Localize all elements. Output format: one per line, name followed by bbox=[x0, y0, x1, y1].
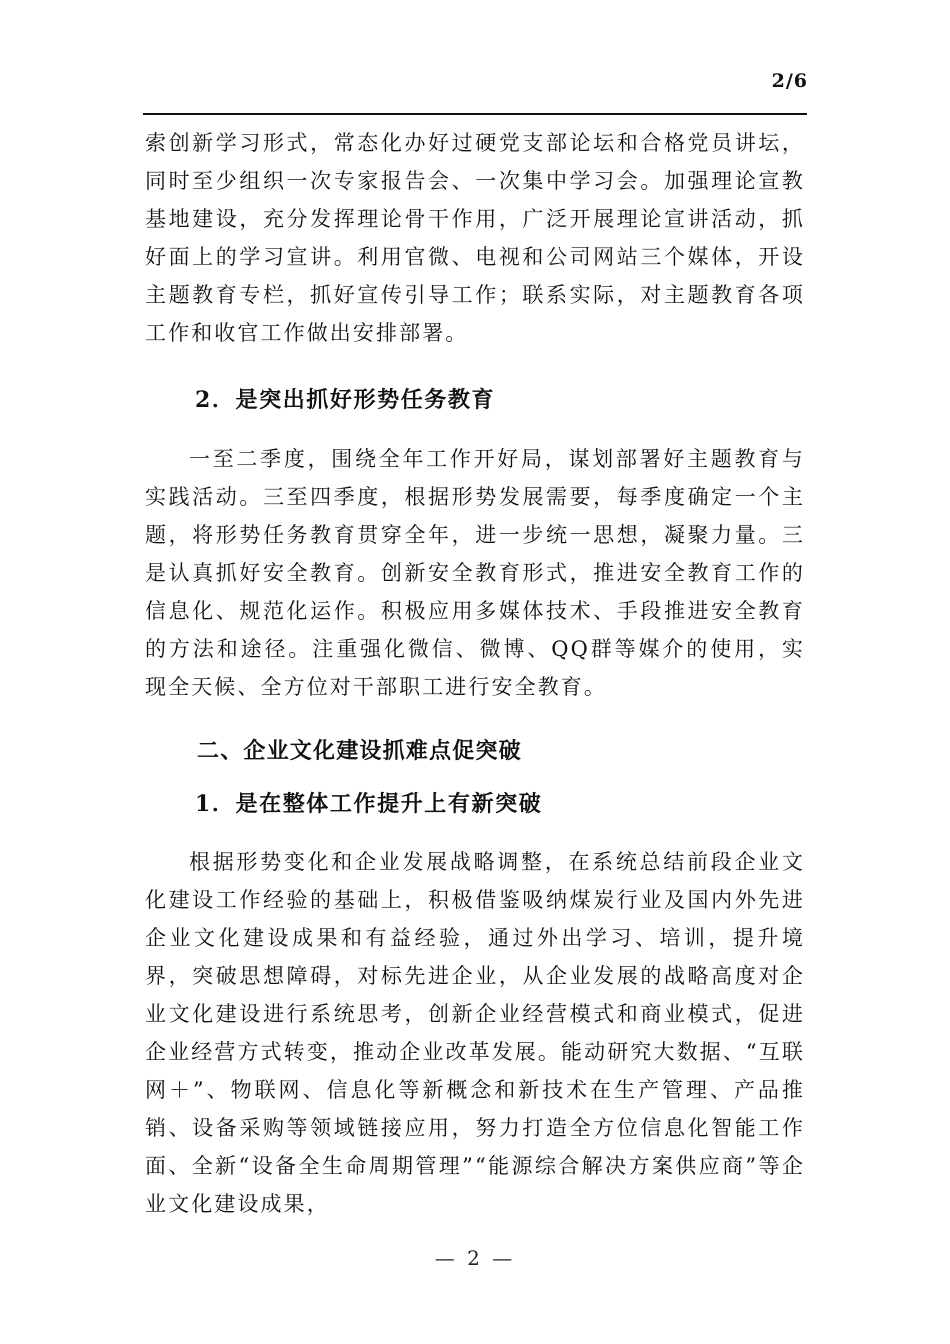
paragraph-overall-breakthrough: 根据形势变化和企业发展战略调整，在系统总结前段企业文化建设工作经验的基础上，积极借鉴吸纳煤炭行业及国内外先进企业文化建设成果和有益经验，通过外出学习、培训，提升境界，突破思想障碍，对标先进企业，从企业发展的战略高度对企业文化建设进行系统思考，创新企业经营模式和商业模式，促进企业经营方式转变，推动企业改革发展。能动研究大数据、“互联网＋”、物联网、信息化等新概念和新技术在生产管理、产品推销、设备采购等领域链接应用，努力打造全方位信息化智能工作面、全新“设备全生命周期管理”“能源综合解决方案供应商”等企业文化建设成果， bbox=[145, 850, 805, 1216]
subheading-situation-education: 2．是突出抓好形势任务教育 bbox=[195, 387, 496, 413]
document-body bbox=[145, 124, 805, 1223]
footer-page-number: — 2 — bbox=[434, 1246, 516, 1270]
page-counter: 2/6 bbox=[771, 70, 808, 92]
paragraph-continued: 索创新学习形式，常态化办好过硬党支部论坛和合格党员讲坛，同时至少组织一次专家报告会、一次集中学习会。加强理论宣教基地建设，充分发挥理论骨干作用，广泛开展理论宣讲活动，抓好面上的学习宣讲。利用官微、电视和公司网站三个媒体，开设主题教育专栏，抓好宣传引导工作；联系实际，对主题教育各项工作和收官工作做出安排部署。 bbox=[145, 131, 805, 345]
subheading-overall-breakthrough: 1．是在整体工作提升上有新突破 bbox=[195, 791, 543, 817]
paragraph-situation-education: 一至二季度，围绕全年工作开好局，谋划部署好主题教育与实践活动。三至四季度，根据形势发展需要，每季度确定一个主题，将形势任务教育贯穿全年，进一步统一思想，凝聚力量。三是认真抓好安全教育。创新安全教育形式，推进安全教育工作的信息化、规范化运作。积极应用多媒体技术、手段推进安全教育的方法和途径。注重强化微信、微博、QQ群等媒介的使用，实现全天候、全方位对干部职工进行安全教育。 bbox=[145, 447, 805, 699]
header-rule bbox=[143, 113, 807, 115]
section-heading-corporate-culture: 二、企业文化建设抓难点促突破 bbox=[197, 738, 522, 764]
